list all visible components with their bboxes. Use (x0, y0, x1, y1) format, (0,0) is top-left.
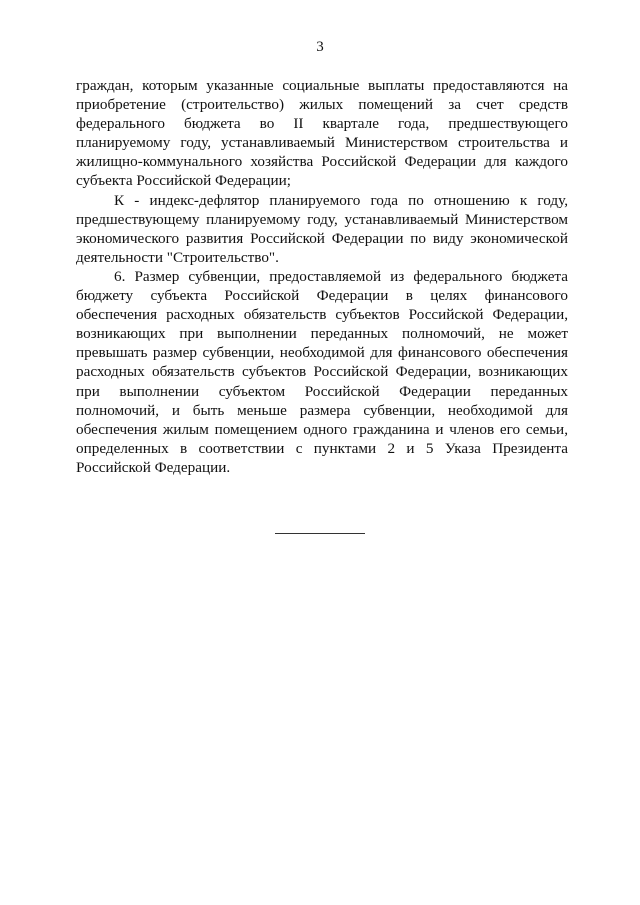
end-of-document-rule (275, 533, 365, 534)
paragraph-continuation: граждан, которым указанные социальные выплаты предоставляются на приобретение (строительство) жилых помещений за счет средств федерального бюджета во II квартале года, предшествующего планируемому году, устанавливаемый Министерством строительства и жилищно-коммунального хозяйства Российской Федерации для каждого субъекта Российской Федерации; (76, 77, 568, 190)
paragraph-item-6: 6. Размер субвенции, предоставляемой из федерального бюджета бюджету субъекта Российской Федерации в целях финансового обеспечения расходных обязательств субъектов Российской Федерации, возникающих при выполнении переданных полномочий, не может превышать размер субвенции, необходимой для финансового обеспечения расходных обязательств субъектов Российской Федерации, возникающих при выполнении субъектом Российской Федерации переданных полномочий, и быть меньше размера субвенции, необходимой для обеспечения жилым помещением одного гражданина и членов его семьи, определенных в соответствии с пунктами 2 и 5 Указа Президента Российской Федерации. (76, 267, 568, 476)
page-number: 3 (316, 39, 324, 55)
paragraph-deflator-index: К - индекс-дефлятор планируемого года по отношению к году, предшествующему планируемому году, устанавливаемый Министерством экономического развития Российской Федерации по виду экономической деятельности "Строительство". (76, 191, 568, 266)
document-body (76, 76, 568, 477)
